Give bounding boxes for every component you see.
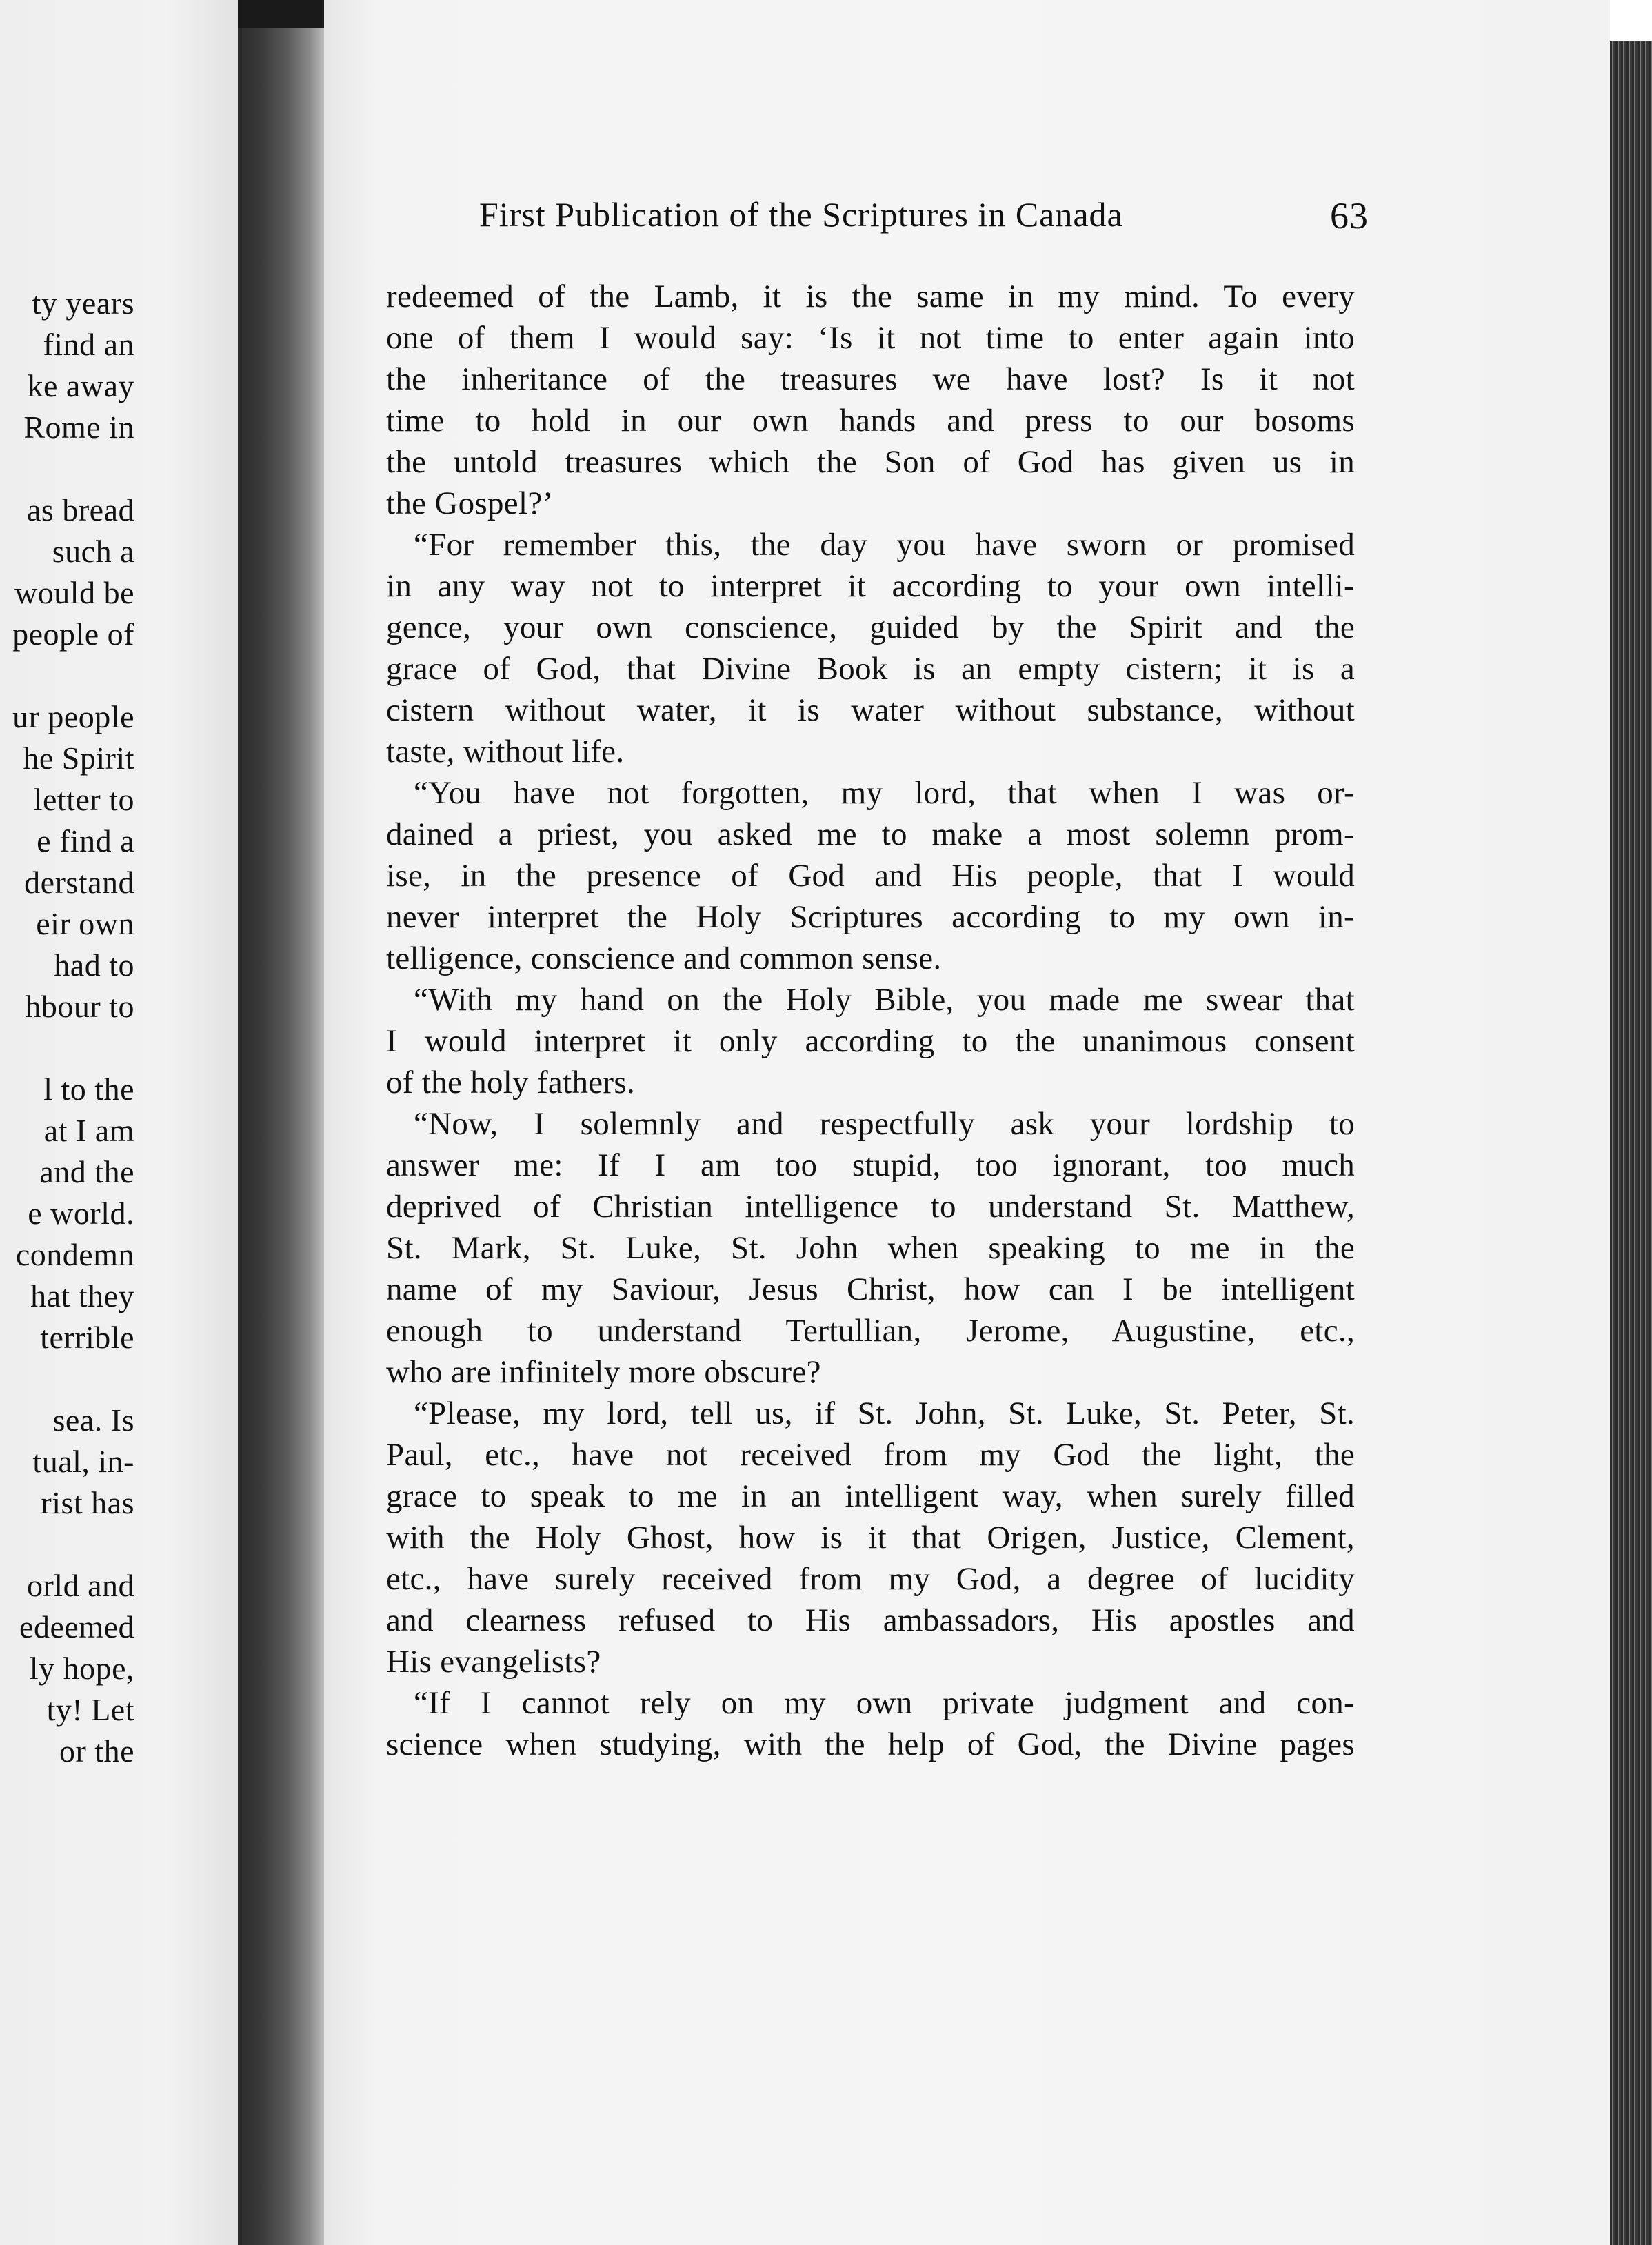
left-page-line: he Spirit [23, 741, 134, 776]
left-page-text [0, 283, 134, 1772]
left-page-line: l to the [43, 1071, 134, 1107]
left-page-line: condemn [15, 1237, 134, 1272]
left-page-line: at I am [43, 1113, 134, 1148]
left-page-line: eir own [36, 906, 134, 941]
body-text-line: name of my Saviour, Jesus Christ, how can I be intelligent [386, 1271, 1355, 1307]
left-page-line: had to [54, 947, 134, 983]
gutter-top-shadow [238, 0, 328, 28]
body-text-line: the untold treasures which the Son of God has given us in [386, 444, 1355, 480]
body-text-line: enough to understand Tertullian, Jerome, Augustine, etc., [386, 1313, 1355, 1349]
left-page-line: sea. Is [52, 1402, 134, 1438]
body-text-line: gence, your own conscience, guided by the Spirit and the [386, 610, 1355, 645]
body-text-line: grace of God, that Divine Book is an empty cistern; it is a [386, 651, 1355, 687]
left-page-line [0, 448, 134, 490]
page-number: 63 [1330, 195, 1369, 236]
body-text-line: time to hold in our own hands and press to our bosoms [386, 403, 1355, 439]
body-text-line: deprived of Christian intelligence to understand St. Matthew, [386, 1189, 1355, 1225]
body-text-line: who are infinitely more obscure? [386, 1354, 821, 1390]
body-text-line: never interpret the Holy Scriptures according to my own in- [386, 899, 1355, 935]
left-page-line: would be [14, 575, 134, 610]
body-text-line: “With my hand on the Holy Bible, you made me swear that [414, 982, 1355, 1018]
body-text-line: science when studying, with the help of God, the Divine pages [386, 1726, 1355, 1762]
body-text-line: I would interpret it only according to the unanimous consent [386, 1023, 1355, 1059]
body-text-line: and clearness refused to His ambassadors, His apostles and [386, 1602, 1355, 1638]
body-text-line: telligence, conscience and common sense. [386, 940, 942, 976]
left-page-line: e find a [37, 823, 134, 858]
left-page-line: ur people [12, 699, 134, 734]
body-text-line: etc., have surely received from my God, a degree of lucidity [386, 1561, 1355, 1597]
body-text-line: the inheritance of the treasures we have lost? Is it not [386, 361, 1355, 397]
left-page-line: such a [52, 534, 134, 569]
left-page-line: ty years [32, 285, 134, 321]
left-page-line [0, 1358, 134, 1400]
left-page-line: and the [39, 1154, 134, 1189]
body-text-line: ise, in the presence of God and His people, that I would [386, 858, 1355, 894]
book-gutter-shadow [238, 0, 328, 2245]
left-page-line: as bread [27, 492, 134, 527]
running-head [479, 194, 1369, 243]
running-head-title: First Publication of the Scriptures in Canada [479, 195, 1123, 234]
left-page-line: ty! Let [46, 1692, 134, 1727]
body-text-line: answer me: If I am too stupid, too ignorant, too much [386, 1147, 1355, 1183]
left-page-line: edeemed [19, 1609, 134, 1644]
body-text-line: “Now, I solemnly and respectfully ask your lordship to [414, 1106, 1355, 1142]
left-page-line [0, 1524, 134, 1565]
body-text-line: “Please, my lord, tell us, if St. John, St. Luke, St. Peter, St. [414, 1396, 1355, 1431]
body-text-line: dained a priest, you asked me to make a most solemn prom- [386, 816, 1355, 852]
left-page-line: find an [43, 327, 134, 362]
left-page-line: letter to [33, 782, 134, 817]
left-page-line: people of [12, 616, 134, 652]
left-page-line: Rome in [23, 410, 134, 445]
left-page-line: or the [59, 1733, 134, 1769]
left-page-line: e world. [28, 1196, 134, 1231]
body-text-line: with the Holy Ghost, how is it that Origen, Justice, Clement, [386, 1520, 1355, 1556]
body-text-line: “You have not forgotten, my lord, that when I was or- [414, 775, 1355, 811]
body-text-line: taste, without life. [386, 734, 625, 769]
left-page-line: rist has [41, 1485, 134, 1520]
body-text-line: “If I cannot rely on my own private judgment and con- [414, 1685, 1355, 1721]
left-facing-page [0, 0, 238, 2245]
left-page-line: hat they [30, 1278, 134, 1313]
body-text-line: Paul, etc., have not received from my God the light, the [386, 1437, 1355, 1473]
left-page-line: hbour to [25, 989, 134, 1024]
left-page-line: ly hope, [29, 1651, 134, 1686]
body-text-line: redeemed of the Lamb, it is the same in my mind. To every [386, 279, 1355, 314]
body-text-line: His evangelists? [386, 1644, 601, 1680]
body-text-line: “For remember this, the day you have sworn or promised [414, 527, 1355, 563]
left-page-line: terrible [40, 1320, 134, 1355]
body-text-line: the Gospel?’ [386, 485, 554, 521]
body-text-line: cistern without water, it is water without substance, without [386, 692, 1355, 728]
left-page-line: derstand [24, 865, 134, 900]
page-body-text [386, 276, 1355, 1765]
left-page-line [0, 655, 134, 696]
body-text-line: grace to speak to me in an intelligent way, when surely filled [386, 1478, 1355, 1514]
left-page-line: orld and [26, 1568, 134, 1603]
left-page-line: tual, in- [32, 1444, 134, 1479]
left-page-line [0, 1027, 134, 1069]
left-page-line: ke away [27, 368, 134, 403]
body-text-line: St. Mark, St. Luke, St. John when speaking to me in the [386, 1230, 1355, 1266]
body-text-line: in any way not to interpret it according to your own intelli- [386, 568, 1355, 604]
body-text-line: of the holy fathers. [386, 1065, 636, 1100]
body-text-line: one of them I would say: ‘Is it not time to enter again into [386, 320, 1355, 356]
page-block-edge [1610, 41, 1652, 2245]
